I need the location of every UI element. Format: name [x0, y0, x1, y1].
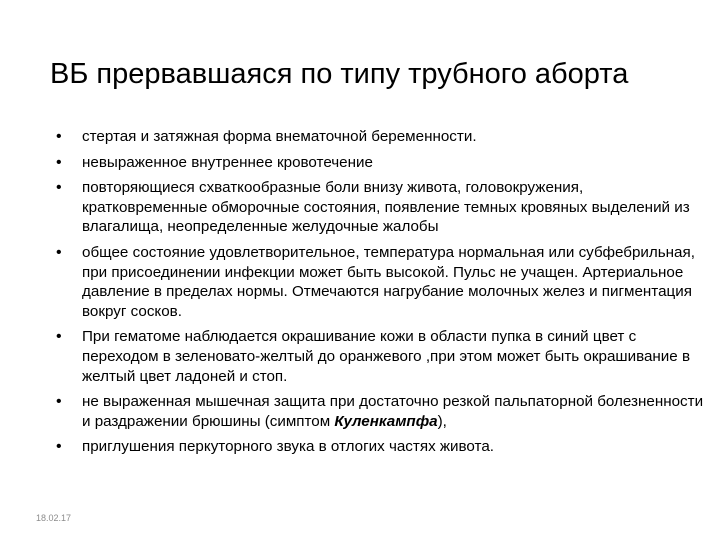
bullet-item — [54, 392, 704, 431]
bullet-text-part: не выраженная мышечная защита при достаточно резкой пальпаторной болезненности и раздражении брюшины (симптом — [82, 393, 704, 430]
bullet-item — [54, 327, 704, 386]
bullet-item — [54, 127, 704, 147]
bullet-marker: • — [56, 179, 62, 197]
bullet-marker: • — [56, 328, 62, 346]
bullet-text: При гематоме наблюдается окрашивание кожи в области пупка в синий цвет с переходом в зеленовато-желтый до оранжевого ,при этом может быть окрашивание в желтый цвет ладоней и стоп. — [82, 328, 691, 385]
bullet-marker: • — [56, 243, 62, 261]
bullet-item — [54, 437, 704, 457]
bullet-marker: • — [56, 128, 62, 145]
bullet-text — [82, 393, 703, 430]
bullet-item — [54, 243, 704, 321]
bullet-text: невыраженное внутреннее кровотечение — [82, 153, 373, 171]
bullet-marker: • — [56, 153, 62, 171]
bullet-list — [54, 127, 704, 463]
bullet-item — [54, 178, 704, 237]
bullet-item — [54, 153, 704, 173]
bullet-marker: • — [56, 393, 62, 411]
bullet-text: приглушения перкуторного звука в отлогих частях живота. — [82, 438, 494, 456]
kulenkampff-sign-term: Куленкампфа — [334, 412, 438, 430]
bullet-marker: • — [56, 438, 62, 456]
bullet-text-part: ), — [437, 412, 447, 430]
bullet-text: повторяющиеся схваткообразные боли внизу живота, головокружения, кратковременные обморочные состояния, появление темных кровяных выделений из влагалища, неопределенные желудочные жалобы — [82, 179, 690, 236]
bullet-text: общее состояние удовлетворительное, температура нормальная или субфебрильная, при присоединении инфекции может быть высокой. Пульс не учащен. Артериальное давление в пределах нормы. Отмечаются нагрубание молочных желез и пигментация вокруг сосков. — [82, 243, 695, 320]
slide-title: ВБ прервавшаяся по типу трубного аборта — [50, 58, 629, 90]
footer-date: 18.02.17 — [36, 513, 72, 523]
bullet-text: стертая и затяжная форма внематочной беременности. — [82, 128, 477, 145]
